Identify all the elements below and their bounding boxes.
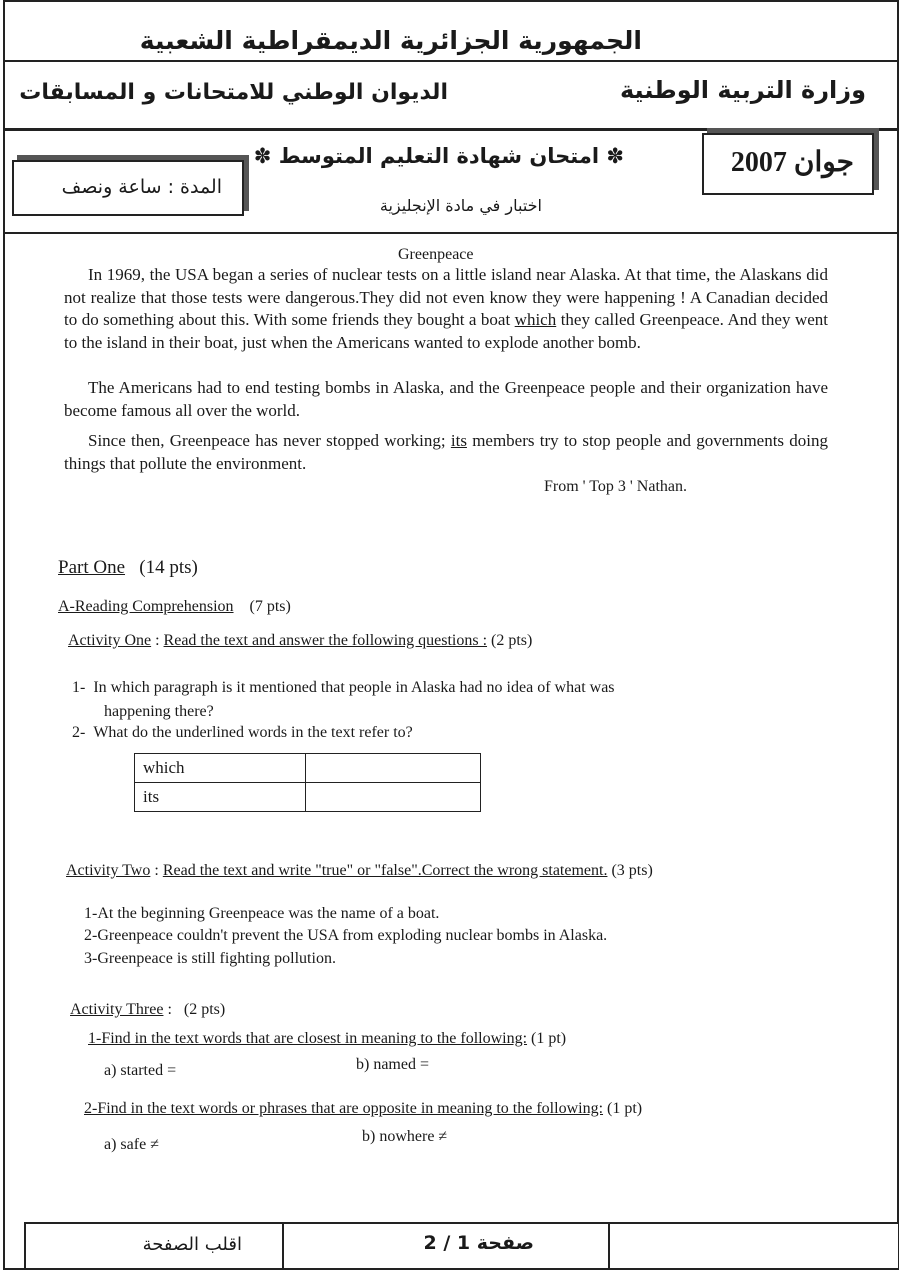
question-1: 1- In which paragraph is it mentioned that people in Alaska had no idea of what was (72, 679, 615, 696)
statement-3: 3-Greenpeace is still fighting pollution. (84, 950, 336, 967)
question-1-cont: happening there? (104, 703, 214, 720)
republic-name: الجمهورية الجزائرية الديمقراطية الشعبية (139, 26, 642, 55)
task-2-a: a) safe ≠ (104, 1136, 159, 1153)
ministry-name: وزارة التربية الوطنية (619, 76, 866, 104)
task-1-b: b) named = (356, 1056, 429, 1073)
table-row (135, 783, 481, 812)
paragraph-2: The Americans had to end testing bombs in Alaska, and the Greenpeace people and their organization have become famous all over the world. (64, 378, 828, 420)
duration-label: المدة : ساعة ونصف (61, 176, 222, 198)
question-2: 2- What do the underlined words in the text refer to? (72, 724, 413, 741)
task-1-a: a) started = (104, 1062, 177, 1079)
header-rule-2 (5, 128, 897, 131)
table-cell-word: which (135, 754, 306, 783)
underlined-which: which (514, 310, 557, 330)
task-2-b: b) nowhere ≠ (362, 1128, 448, 1145)
duration-box (12, 160, 244, 216)
table-cell-answer[interactable] (306, 754, 481, 783)
paragraph-3: Since then, Greenpeace has never stopped working; its members try to stop people and governments doing things that pollute the environment. (64, 431, 829, 473)
header-rule (5, 60, 897, 62)
source-line: From ' Top 3 ' Nathan. (544, 478, 688, 495)
activity-two-heading: Activity Two : Read the text and write "true" or "false".Correct the wrong statement. (3 pts) (66, 862, 653, 879)
task-2: 2-Find in the text words or phrases that are opposite in meaning to the following: (1 pt) (84, 1100, 643, 1117)
page-number: صفحة 1 / 2 (423, 1232, 534, 1254)
ornament-icon: ✽ (253, 144, 279, 168)
exam-office-name: الديوان الوطني للامتحانات و المسابقات (19, 80, 448, 105)
statement-2: 2-Greenpeace couldn't prevent the USA from exploding nuclear bombs in Alaska. (84, 927, 608, 944)
header-rule-3 (5, 232, 897, 234)
reference-table (134, 753, 481, 812)
statement-1: 1-At the beginning Greenpeace was the name of a boat. (84, 905, 440, 922)
underlined-its: its (450, 431, 467, 450)
paragraph-1: In 1969, the USA began a series of nuclear tests on a little island near Alaska. At that time, the Alaskans did not realize that those tests were dangerous.They did not even know they were happening ! A Canadian decided to do something about this. With some friends they bought a boat which they called Greenpeace. And they went to the island in their boat, just when the Americans wanted to explode another bomb. (64, 265, 828, 352)
footer-divider (608, 1224, 610, 1270)
ornament-icon: ✽ (599, 144, 624, 168)
activity-one-heading: Activity One : Read the text and answer the following questions : (2 pts) (68, 632, 533, 649)
activity-three-heading: Activity Three : (2 pts) (70, 1001, 226, 1018)
table-row (135, 754, 481, 783)
reading-comprehension-heading: A-Reading Comprehension (7 pts) (58, 598, 291, 615)
text-title: Greenpeace (398, 246, 474, 263)
task-1: 1-Find in the text words that are closest in meaning to the following: (1 pt) (88, 1030, 567, 1047)
session-label: جوان 2007 (730, 147, 854, 178)
part-one-heading: Part One (14 pts) (58, 557, 198, 578)
footer-bar (24, 1222, 898, 1268)
exam-title: ✽ امتحان شهادة التعليم المتوسط ✽ (253, 144, 624, 168)
footer-divider (282, 1224, 284, 1270)
turn-page-label: اقلب الصفحة (142, 1234, 242, 1255)
subject-line: اختبار في مادة الإنجليزية (379, 196, 542, 215)
table-cell-word: its (135, 783, 306, 812)
session-box (702, 133, 874, 195)
table-cell-answer[interactable] (306, 783, 481, 812)
